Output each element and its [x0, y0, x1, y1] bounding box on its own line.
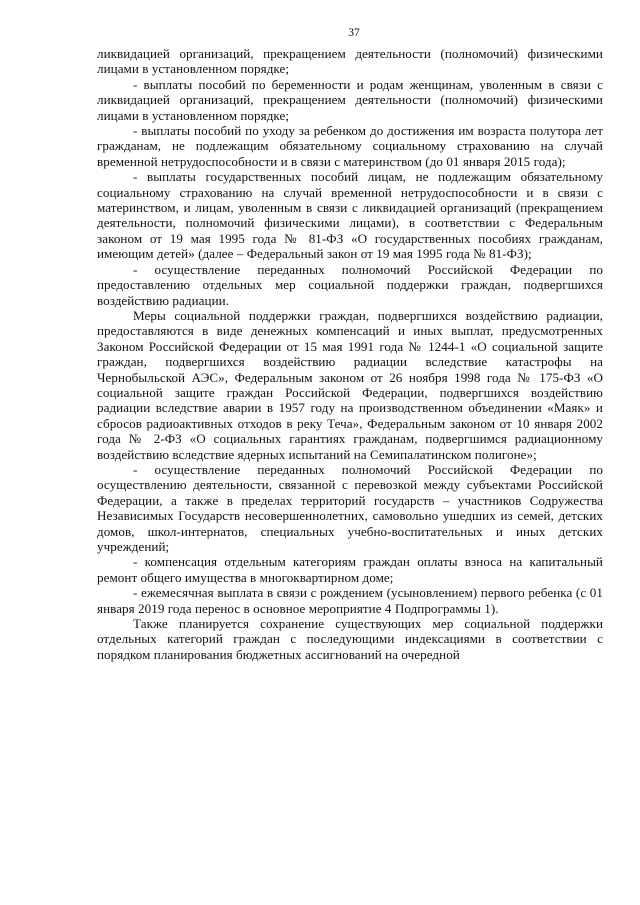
- page-number: 37: [348, 27, 360, 39]
- paragraph-3: - выплаты пособий по уходу за ребенком до достижения им возраста полутора лет гражданам, не подлежащим обязательному социальному страхованию на случай временной нетрудоспособности и в связи с материнством (до 01 января 2015 года);: [97, 123, 603, 169]
- paragraph-8: - компенсация отдельным категориям граждан оплаты взноса на капитальный ремонт общего имущества в многоквартирном доме;: [97, 554, 603, 585]
- paragraph-10: Также планируется сохранение существующих мер социальной поддержки отдельных категорий граждан с последующими индексациями в соответствии с порядком планирования бюджетных ассигнований на очередной: [97, 616, 603, 662]
- paragraph-2: - выплаты пособий по беременности и родам женщинам, уволенным в связи с ликвидацией организаций, прекращением деятельности (полномочий) физическими лицами в установленном порядке;: [97, 76, 603, 123]
- paragraph-5: - осуществление переданных полномочий Российской Федерации по предоставлению отдельных мер социальной поддержки граждан, подвергшихся воздействию радиации.: [97, 261, 603, 308]
- paragraph-9: - ежемесячная выплата в связи с рождением (усыновлением) первого ребенка (с 01 января 2019 года перенос в основное мероприятие 4 Подпрограммы 1).: [97, 585, 603, 616]
- paragraph-4: - выплаты государственных пособий лицам, не подлежащим обязательному социальному страхованию на случай временной нетрудоспособности и в связи с материнством, и лицам, уволенным в связи с ликвидацией организаций (прекращением деятельности, полномочий физическими лицами), в соответствии с Федеральным законом от 19 мая 1995 года № 81-ФЗ «О государственных пособиях гражданам, имеющим детей» (далее – Федеральный закон от 19 мая 1995 года № 81-ФЗ);: [97, 169, 603, 262]
- paragraph-7: - осуществление переданных полномочий Российской Федерации по осуществлению деятельности, связанной с перевозкой между субъектами Российской Федерации, а также в пределах территорий государств – участников Содружества Независимых Государств несовершеннолетних, самовольно ушедших из семей, детских домов, школ-интернатов, специальных учебно-воспитательных и иных детских учреждений;: [97, 461, 603, 554]
- paragraph-6: Меры социальной поддержки граждан, подвергшихся воздействию радиации, предоставляются в виде денежных компенсаций и иных выплат, предусмотренных Законом Российской Федерации от 15 мая 1991 года № 1244-1 «О социальной защите граждан, подвергшихся воздействию радиации вследствие катастрофы на Чернобыльской АЭС», Федеральным законом от 26 ноября 1998 года № 175-ФЗ «О социальной защите граждан Российской Федерации, подвергшихся воздействию радиации вследствие аварии в 1957 году на производственном объединении «Маяк» и сбросов радиоактивных отходов в реку Теча», Федеральным законом от 10 января 2002 года № 2-ФЗ «О социальных гарантиях гражданам, подвергшимся радиационному воздействию вследствие ядерных испытаний на Семипалатинском полигоне»;: [97, 307, 603, 462]
- paragraph-1: ликвидацией организаций, прекращением деятельности (полномочий) физическими лицами в установленном порядке;: [97, 46, 603, 77]
